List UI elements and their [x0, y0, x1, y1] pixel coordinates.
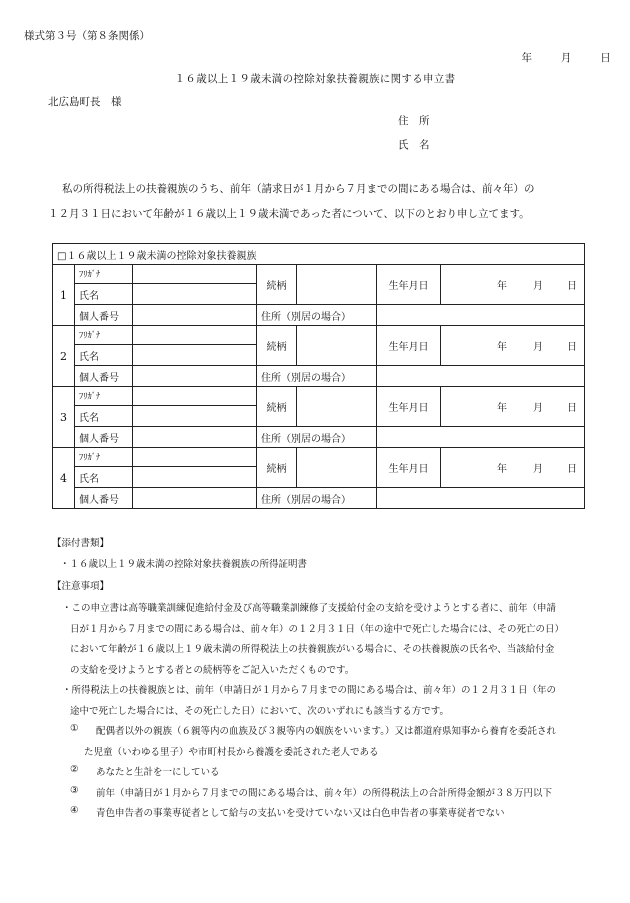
dependent-row-id — [53, 427, 585, 448]
condition-text: 前年（申請日が１月から７月までの間にある場合は、前々年）の所得税法上の合計所得金額が３８万円以下 — [96, 787, 553, 799]
condition-text: あなたと生計を一にしている — [96, 767, 220, 778]
dependent-row-furigana — [53, 387, 585, 406]
id-input[interactable] — [133, 366, 257, 387]
dob-day: 日 — [567, 281, 577, 292]
note-2-line: 途中で死亡した場合には、その死亡した日）において、次のいずれにも該当する方です。 — [70, 705, 450, 717]
attachments-heading: 【添付書類】 — [52, 538, 110, 549]
intro-line-2: １２月３１日において年齢が１６歳以上１９歳未満であった者について、以下のとおり申し立てます。 — [48, 208, 530, 220]
furigana-label: ﾌﾘｶﾞﾅ — [75, 265, 133, 284]
row-number: 1 — [53, 265, 75, 326]
relation-input[interactable] — [297, 265, 377, 305]
address-label: 住所（別居の場合） — [257, 427, 377, 448]
condition-text: た児童（いわゆる里子）や市町村長から養護を委託された老人である — [84, 746, 379, 758]
intro-line-1: 私の所得税法上の扶養親族のうち、前年（請求日が１月から７月までの間にある場合は、前々年）の — [62, 183, 535, 195]
address-input[interactable] — [377, 366, 585, 387]
dob-label: 生年月日 — [377, 387, 441, 427]
dob-day: 日 — [567, 403, 577, 414]
relation-label: 続柄 — [257, 387, 297, 427]
id-label: 個人番号 — [75, 305, 133, 326]
dob-month: 月 — [533, 464, 543, 475]
furigana-input[interactable] — [133, 387, 257, 406]
furigana-input[interactable] — [133, 265, 257, 284]
date-year: 年 — [521, 52, 532, 64]
condition-text: 配偶者以外の親族（６親等内の血族及び３親等内の姻族をいいます。）又は都道府県知事から養育を委託され — [96, 726, 556, 737]
relation-label: 続柄 — [257, 448, 297, 488]
dependent-row-furigana — [53, 265, 585, 284]
dob-year: 年 — [497, 464, 507, 475]
id-input[interactable] — [133, 427, 257, 448]
condition-mark: ② — [70, 764, 79, 775]
condition-mark: ③ — [70, 784, 79, 796]
furigana-input[interactable] — [133, 448, 257, 467]
furigana-label: ﾌﾘｶﾞﾅ — [75, 387, 133, 406]
row-number: 2 — [53, 326, 75, 387]
condition-mark: ① — [70, 723, 79, 734]
name-input[interactable] — [133, 467, 257, 488]
relation-input[interactable] — [297, 448, 377, 488]
form-number: 様式第３号（第８条関係） — [24, 30, 150, 42]
dob-input[interactable] — [441, 448, 585, 488]
dob-month: 月 — [533, 403, 543, 414]
dependent-row-id — [53, 305, 585, 326]
dob-day: 日 — [567, 464, 577, 475]
applicant-name-label: 氏 名 — [398, 139, 430, 151]
row-number: 4 — [53, 448, 75, 509]
dependent-row-id — [53, 488, 585, 509]
id-input[interactable] — [133, 305, 257, 326]
dob-year: 年 — [497, 281, 507, 292]
note-2-line: ・所得税法上の扶養親族とは、前年（申請日が１月から７月までの間にある場合は、前々年）の１２月３１日（年の — [62, 685, 557, 696]
dob-year: 年 — [497, 342, 507, 353]
id-label: 個人番号 — [75, 488, 133, 509]
dob-input[interactable] — [441, 326, 585, 366]
address-label: 住所（別居の場合） — [257, 305, 377, 326]
dob-input[interactable] — [441, 387, 585, 427]
dob-label: 生年月日 — [377, 265, 441, 305]
address-label: 住所（別居の場合） — [257, 366, 377, 387]
note-1-line: において年齢が１６歳以上１９歳未満の所得税法上の扶養親族がいる場合に、その扶養親族の氏名や、当該給付金 — [70, 644, 555, 655]
table-header: □１６歳以上１９歳未満の控除対象扶養親族 — [53, 244, 585, 265]
address-input[interactable] — [377, 427, 585, 448]
dob-month: 月 — [533, 342, 543, 353]
furigana-label: ﾌﾘｶﾞﾅ — [75, 448, 133, 467]
note-1-line: 日が１月から７月までの間にある場合は、前々年）の１２月３１日（年の途中で死亡した場合には、その死亡の日） — [70, 623, 565, 635]
relation-input[interactable] — [297, 326, 377, 366]
dob-input[interactable] — [441, 265, 585, 305]
name-label: 氏名 — [75, 284, 133, 305]
note-1-line: ・この申立書は高等職業訓練促進給付金及び高等職業訓練修了支援給付金の支給を受けようとする者に、前年（申請 — [62, 603, 557, 614]
address-label: 住所（別居の場合） — [257, 488, 377, 509]
submission-date — [494, 50, 611, 65]
note-1-line: の支給を受けようとする者との続柄等をご記入いただくものです。 — [70, 664, 355, 676]
relation-input[interactable] — [297, 387, 377, 427]
name-label: 氏名 — [75, 345, 133, 366]
attachment-item: ・１６歳以上１９歳未満の控除対象扶養親族の所得証明書 — [60, 559, 308, 570]
relation-label: 続柄 — [257, 265, 297, 305]
dependents-table — [52, 243, 585, 509]
name-label: 氏名 — [75, 406, 133, 427]
dependent-row-furigana — [53, 326, 585, 345]
address-input[interactable] — [377, 488, 585, 509]
id-input[interactable] — [133, 488, 257, 509]
condition-mark: ④ — [70, 805, 79, 816]
id-label: 個人番号 — [75, 366, 133, 387]
dob-month: 月 — [533, 281, 543, 292]
dob-day: 日 — [567, 342, 577, 353]
applicant-address-label: 住 所 — [398, 115, 430, 127]
date-day: 日 — [600, 52, 611, 64]
name-input[interactable] — [133, 406, 257, 427]
dependent-row-id — [53, 366, 585, 387]
dependent-row-furigana — [53, 448, 585, 467]
dob-label: 生年月日 — [377, 326, 441, 366]
relation-label: 続柄 — [257, 326, 297, 366]
dob-year: 年 — [497, 403, 507, 414]
date-month: 月 — [560, 52, 572, 64]
name-input[interactable] — [133, 345, 257, 366]
addressee: 北広島町長 様 — [48, 96, 122, 108]
id-label: 個人番号 — [75, 427, 133, 448]
condition-text: 青色申告者の事業専従者として給与の支払いを受けていない又は白色申告者の事業専従者でない — [96, 808, 505, 819]
name-input[interactable] — [133, 284, 257, 305]
address-input[interactable] — [377, 305, 585, 326]
furigana-input[interactable] — [133, 326, 257, 345]
furigana-label: ﾌﾘｶﾞﾅ — [75, 326, 133, 345]
row-number: 3 — [53, 387, 75, 448]
name-label: 氏名 — [75, 467, 133, 488]
dob-label: 生年月日 — [377, 448, 441, 488]
notes-heading: 【注意事項】 — [52, 581, 110, 592]
document-title: １６歳以上１９歳未満の控除対象扶養親族に関する申立書 — [174, 73, 456, 85]
